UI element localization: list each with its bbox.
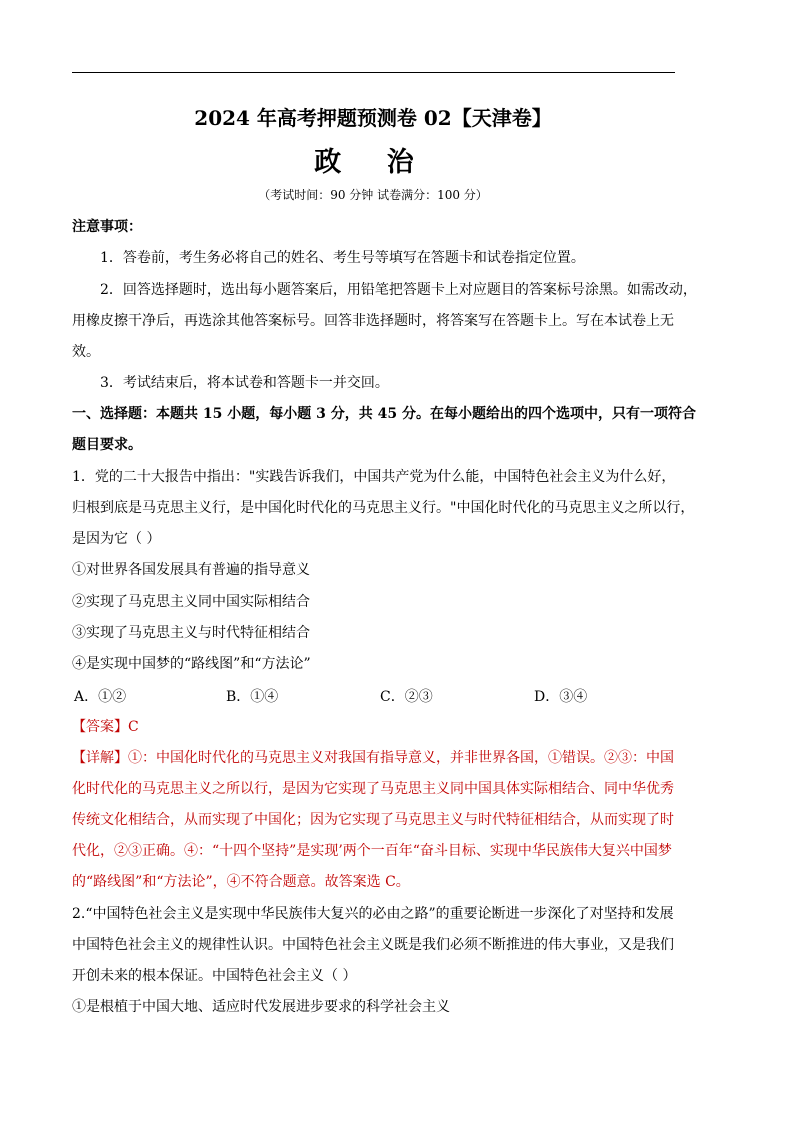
q1-statement-1: ①对世界各国发展具有普遍的指导意义 <box>72 562 310 578</box>
exam-info: （考试时间：90 分钟 试卷满分：100 分） <box>258 188 488 202</box>
q1-statement-4: ④是实现中国梦的“路线图”和“方法论” <box>72 656 311 672</box>
q1-option-d: D．③④ <box>534 689 588 705</box>
q2-statement-1: ①是根植于中国大地、适应时代发展进步要求的科学社会主义 <box>72 999 450 1015</box>
q1-answer: 【答案】C <box>72 719 139 735</box>
q1-explanation-line-1: 【详解】①：中国化时代化的马克思主义对我国有指导意义，并非世界各国，①错误。②③：中国 <box>72 750 674 766</box>
q1-stem-line-3: 是因为它（ ） <box>72 531 161 547</box>
note-2-line-3: 效。 <box>72 344 100 360</box>
subject-title: 政 治 <box>314 147 432 178</box>
q2-stem-line-3: 开创未来的根本保证。中国特色社会主义（ ） <box>72 968 357 984</box>
note-2-line-1: 2．回答选择题时，选出每小题答案后，用铅笔把答题卡上对应题目的答案标号涂黑。如需改动， <box>100 282 697 298</box>
q1-stem-line-2: 归根到底是马克思主义行，是中国化时代化的马克思主义行。"中国化时代化的马克思主义之所以行， <box>72 500 695 516</box>
q1-explanation-line-4: 代化，②③正确。④：“十四个坚持”是实现’两个一百年“奋斗目标、实现中华民族伟大复兴中国梦 <box>72 843 672 859</box>
q1-statement-3: ③实现了马克思主义与时代特征相结合 <box>72 625 310 641</box>
q2-stem-line-2: 中国特色社会主义的规律性认识。中国特色社会主义既是我们必须不断推进的伟大事业，又是我们 <box>72 937 674 953</box>
exam-title: 2024 年高考押题预测卷 02【天津卷】 <box>194 106 552 130</box>
notes-heading: 注意事项： <box>72 219 142 235</box>
q1-option-a: A．①② <box>74 689 127 705</box>
q1-option-c: C．②③ <box>380 689 433 705</box>
section-heading-line-1: 一、选择题：本题共 15 小题，每小题 3 分，共 45 分。在每小题给出的四个选项中，只有一项符合 <box>72 406 696 422</box>
q2-stem-line-1: 2.“中国特色社会主义是实现中华民族伟大复兴的必由之路”的重要论断进一步深化了对坚持和发展 <box>72 906 674 922</box>
note-2-line-2: 用橡皮擦干净后，再选涂其他答案标号。回答非选择题时，将答案写在答题卡上。写在本试卷上无 <box>72 313 674 329</box>
q1-statement-2: ②实现了马克思主义同中国实际相结合 <box>72 594 310 610</box>
q1-explanation-line-2: 化时代化的马克思主义之所以行，是因为它实现了马克思主义同中国具体实际相结合、同中华优秀 <box>72 781 674 797</box>
section-heading-line-2: 题目要求。 <box>72 437 142 453</box>
q1-explanation-line-3: 传统文化相结合，从而实现了中国化；因为它实现了马克思主义与时代特征相结合，从而实现了时 <box>72 812 674 828</box>
header-rule <box>72 72 675 73</box>
q1-explanation-line-5: 的“路线图”和“方法论”，④不符合题意。故答案选 C。 <box>72 874 410 890</box>
note-3: 3．考试结束后，将本试卷和答题卡一并交回。 <box>100 375 389 391</box>
q1-stem-line-1: 1．党的二十大报告中指出："实践告诉我们，中国共产党为什么能，中国特色社会主义为什么好， <box>72 469 676 485</box>
q1-option-b: B．①④ <box>226 689 279 705</box>
note-1: 1．答卷前，考生务必将自己的姓名、考生号等填写在答题卡和试卷指定位置。 <box>100 250 585 266</box>
